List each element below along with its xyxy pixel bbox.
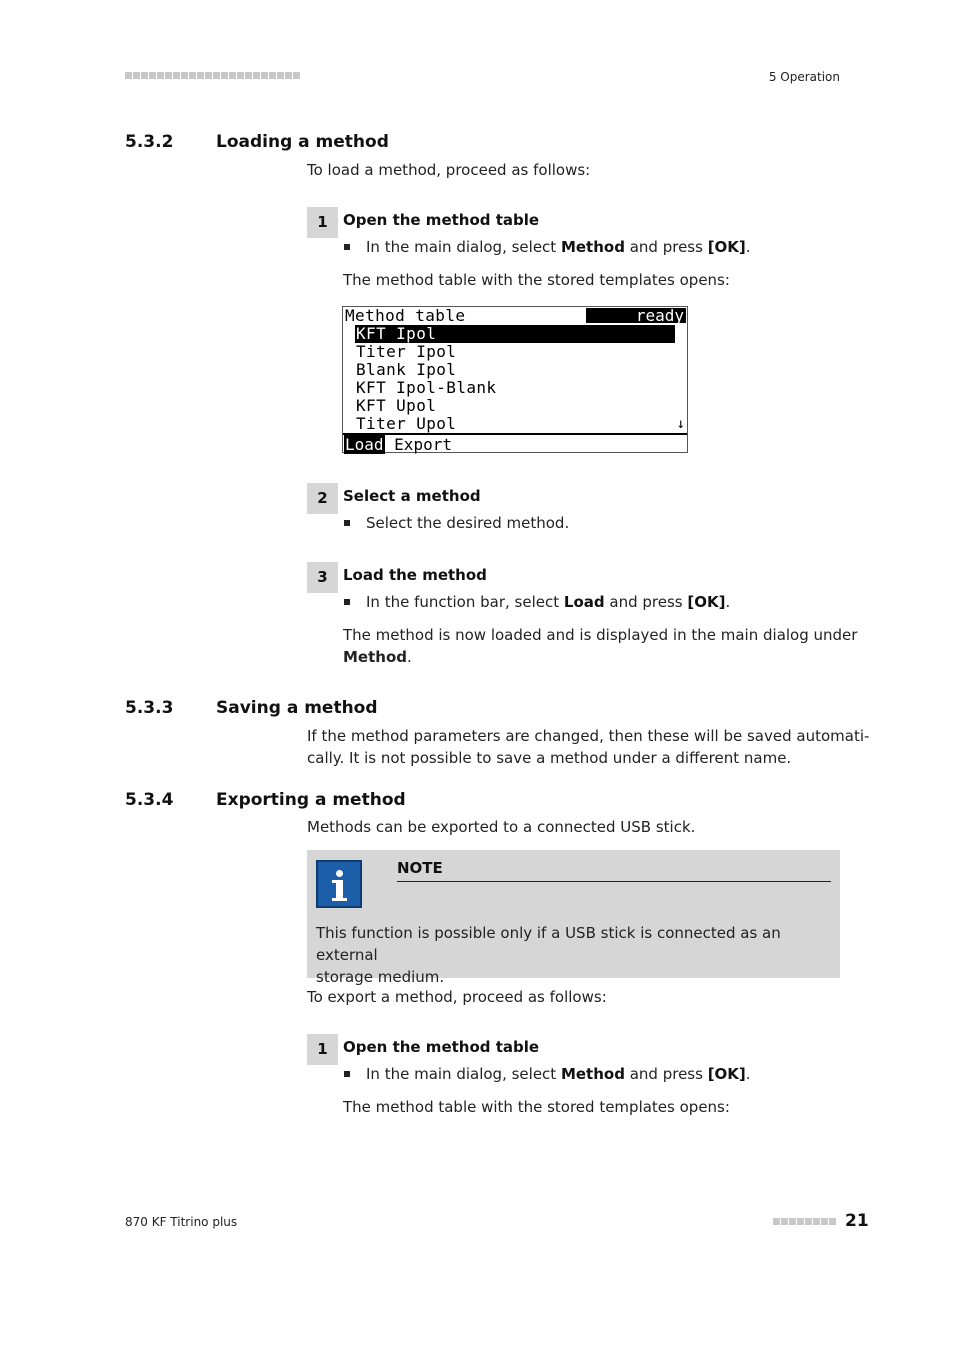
step-number: 3 xyxy=(307,562,338,593)
lcd-item[interactable]: Titer Upol xyxy=(356,414,457,433)
step-title: Load the method xyxy=(343,566,487,584)
step-number: 2 xyxy=(307,483,338,514)
section-number: 5.3.4 xyxy=(125,790,174,810)
step-title: Select a method xyxy=(343,487,481,505)
bullet-icon xyxy=(344,599,350,605)
step-result: The method table with the stored templates opens: xyxy=(343,1098,730,1116)
step-number: 1 xyxy=(307,1034,338,1065)
lcd-method-table xyxy=(342,306,688,453)
info-icon xyxy=(316,860,362,908)
lcd-function-bar xyxy=(344,436,452,453)
section-intro: Methods can be exported to a connected USB stick. xyxy=(307,818,696,836)
note-divider xyxy=(397,881,831,882)
lcd-item[interactable]: KFT Ipol-Blank xyxy=(356,378,497,397)
step-title: Open the method table xyxy=(343,1038,540,1056)
footer-product: 870 KF Titrino plus xyxy=(125,1215,238,1229)
lcd-item[interactable]: Titer Ipol xyxy=(356,342,457,361)
lcd-export-button[interactable]: Export xyxy=(394,435,452,454)
section-paragraph: If the method parameters are changed, then these will be saved automati- cally. It is not possible to save a method under a different name. xyxy=(307,727,870,767)
section-intro: To load a method, proceed as follows: xyxy=(307,161,591,179)
section-title: Loading a method xyxy=(216,132,389,152)
lcd-status: ready xyxy=(586,308,686,323)
footer-decoration xyxy=(773,1218,836,1225)
step-title: Open the method table xyxy=(343,211,540,229)
page-number: 21 xyxy=(845,1211,869,1231)
step-bullet: In the main dialog, select Method and press [OK]. xyxy=(343,1065,751,1083)
lcd-item[interactable]: Blank Ipol xyxy=(356,360,457,379)
section-title: Saving a method xyxy=(216,698,378,718)
section-number: 5.3.3 xyxy=(125,698,174,718)
chapter-header: 5 Operation xyxy=(768,70,840,84)
note-title: NOTE xyxy=(397,859,443,877)
lcd-item[interactable]: KFT Upol xyxy=(356,396,437,415)
header-decoration xyxy=(125,72,300,79)
step-result: The method is now loaded and is displayed in the main dialog under Method. xyxy=(343,626,858,666)
lcd-load-button[interactable]: Load xyxy=(345,435,384,454)
lcd-item-selected[interactable]: KFT Ipol xyxy=(355,325,675,343)
step-bullet: Select the desired method. xyxy=(343,514,569,532)
step-bullet: In the main dialog, select Method and press [OK]. xyxy=(343,238,751,256)
bullet-icon xyxy=(344,520,350,526)
bullet-icon xyxy=(344,244,350,250)
section-paragraph: To export a method, proceed as follows: xyxy=(307,988,607,1006)
bullet-icon xyxy=(344,1071,350,1077)
note-text: This function is possible only if a USB stick is connected as an external storage medium. xyxy=(316,924,781,986)
scroll-down-icon: ↓ xyxy=(676,416,685,432)
section-number: 5.3.2 xyxy=(125,132,174,152)
step-number: 1 xyxy=(307,207,338,238)
step-result: The method table with the stored templates opens: xyxy=(343,271,730,289)
lcd-title: Method table xyxy=(345,306,466,325)
section-title: Exporting a method xyxy=(216,790,406,810)
note-box xyxy=(307,850,840,986)
step-bullet: In the function bar, select Load and press [OK]. xyxy=(343,593,730,611)
